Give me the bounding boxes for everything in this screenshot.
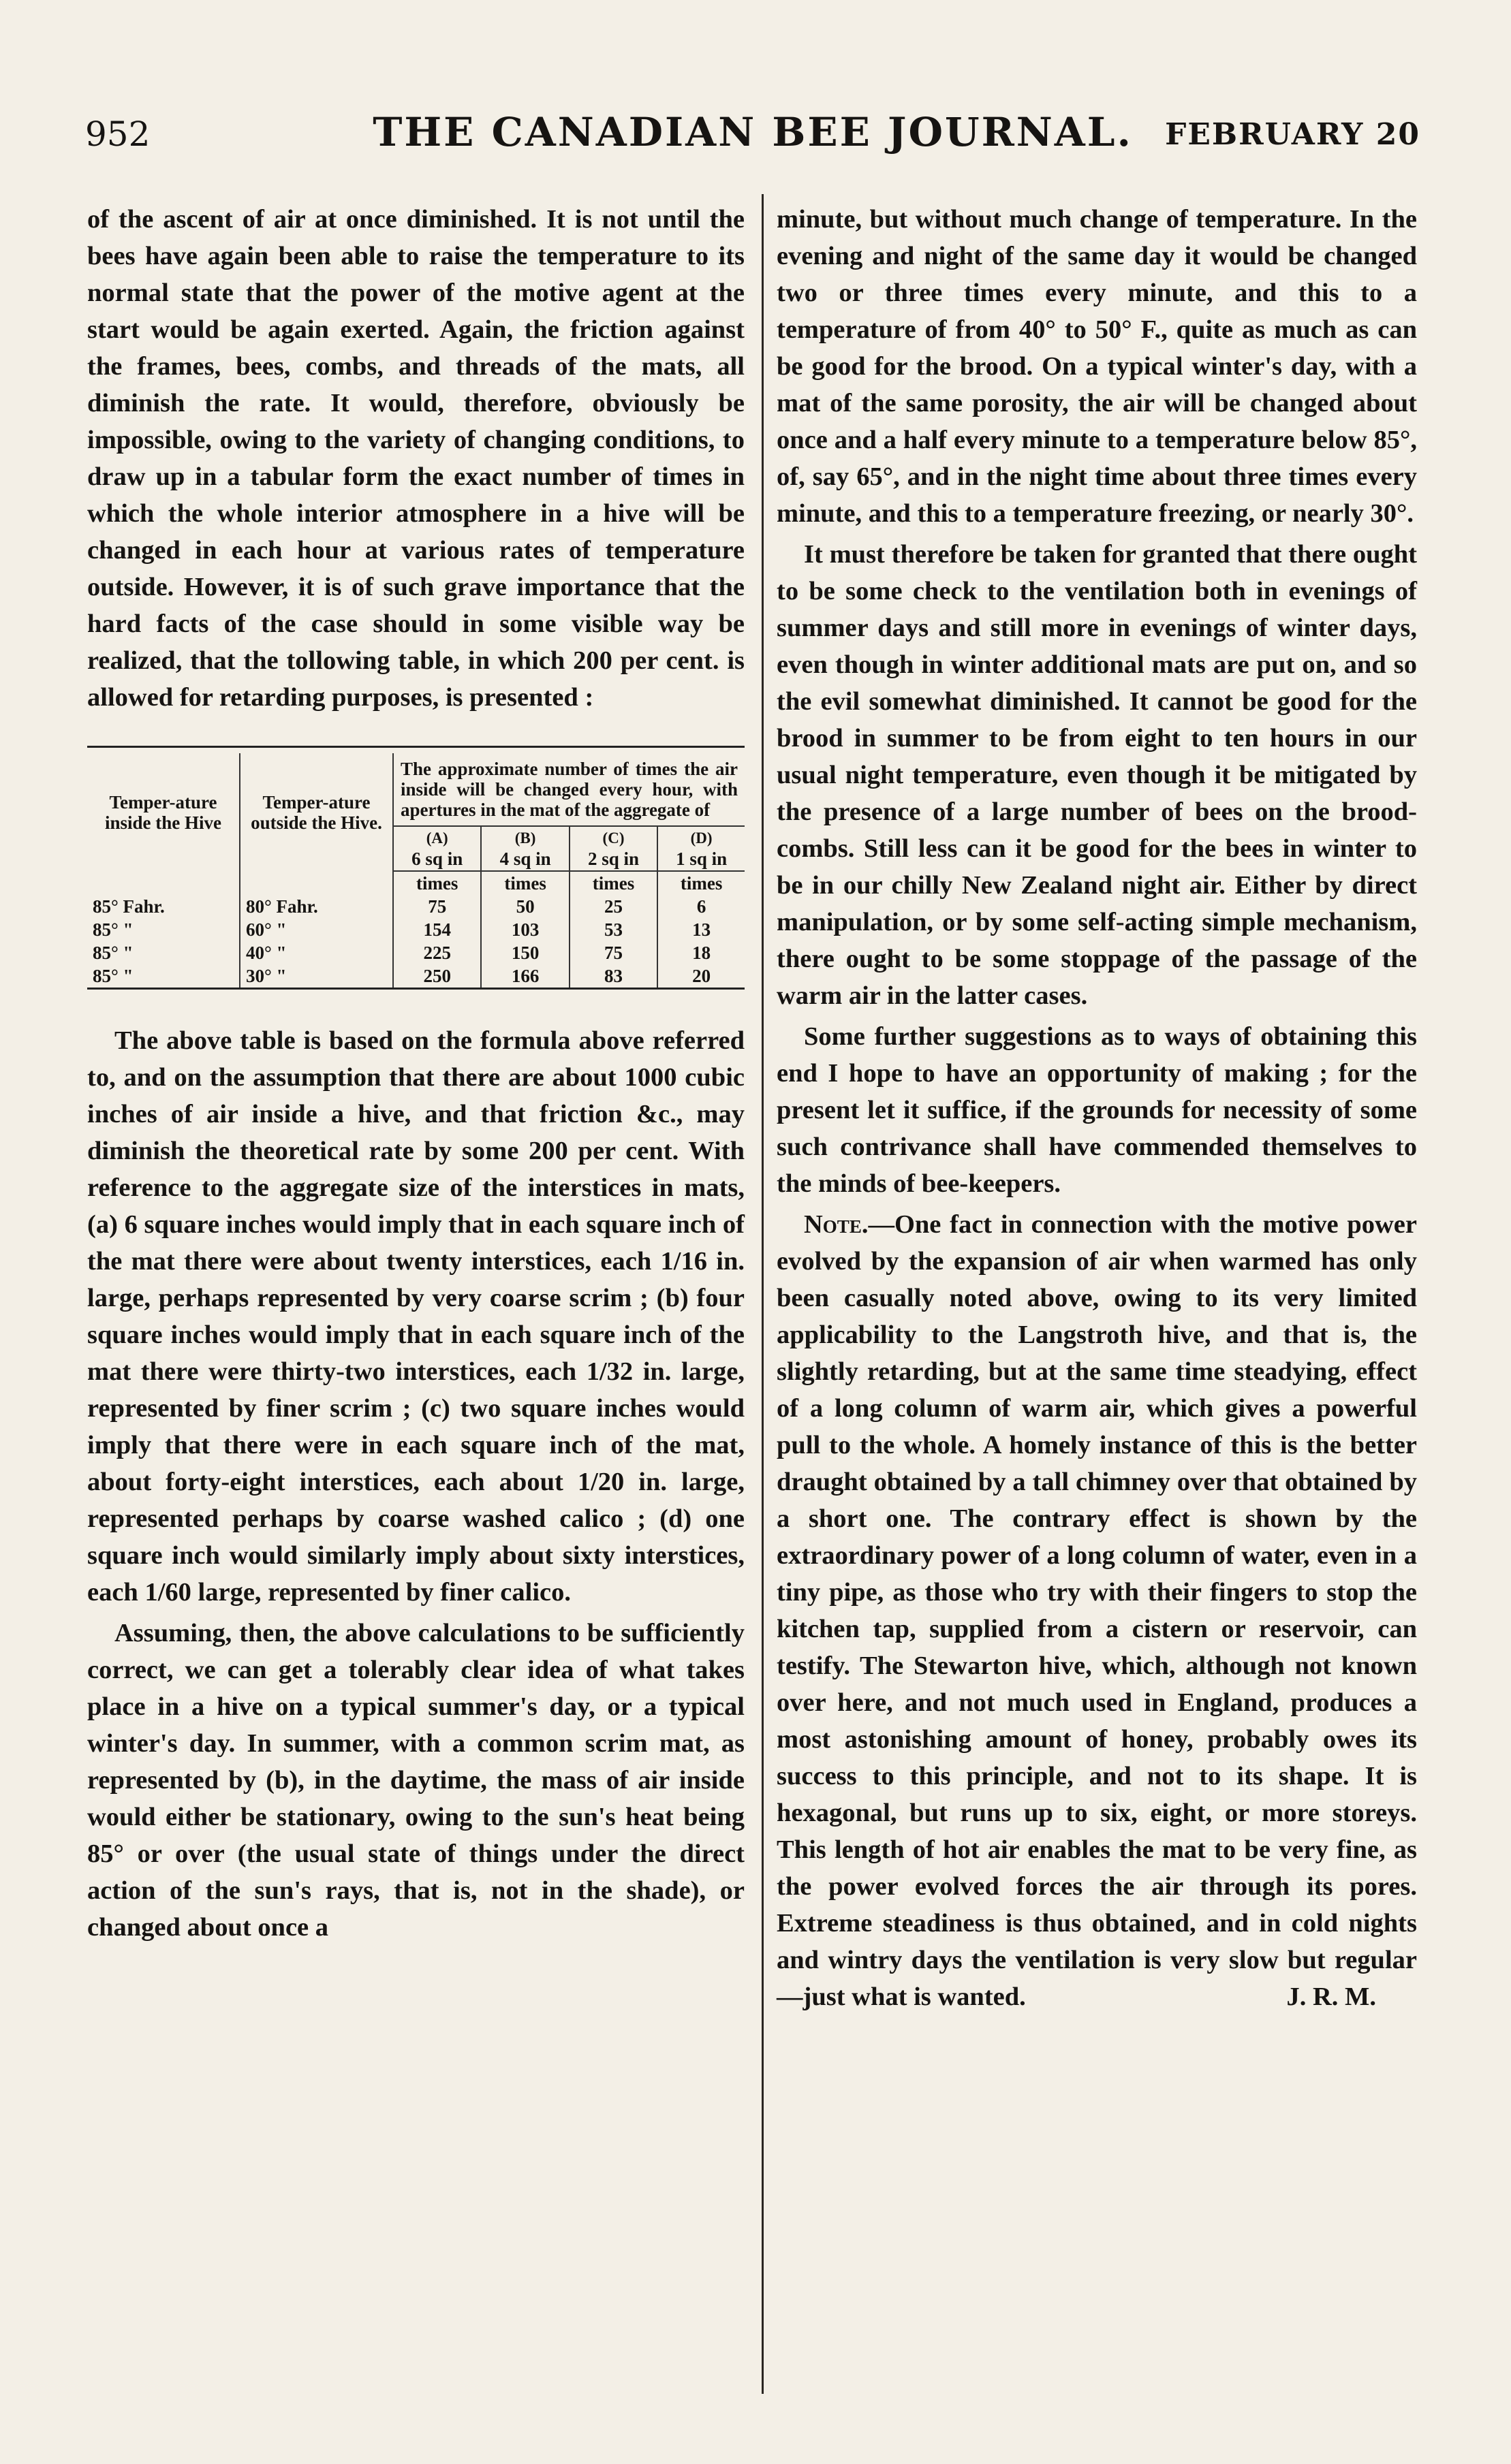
table-row: 85° " 30° " 250 166 83 20 bbox=[87, 964, 745, 989]
page-number: 952 bbox=[85, 114, 151, 154]
subheader-b: (B) 4 sq in bbox=[481, 826, 569, 871]
unit-label-a: times bbox=[393, 871, 481, 895]
table-row: 85° Fahr. 80° Fahr. 75 50 25 6 bbox=[87, 895, 745, 918]
left-paragraph-1: of the ascent of air at once diminished. It is not until the bees have again been able to raise the temperature to its normal state that the power of the motive agent at the start would be again exerted. Again, the friction against the frames, bees, combs, and threads of the mats, all diminish the rate. It would, therefore, obviously be impossible, owing to the variety of changing conditions, to draw up in a tabular form the exact number of times in which the whole interior atmosphere in a hive will be changed in each hour at various rates of temperature outside. However, it is of such grave importance that the hard facts of the case should in some visible way be realized, that the tollowing table, in which 200 per cent. is allowed for retarding purposes, is presented : bbox=[87, 205, 745, 712]
note-label: Note. bbox=[804, 1210, 869, 1239]
header-group-description: The approximate number of times the air inside will be changed every hour, with apertures in the mat of the aggregate of bbox=[393, 753, 745, 826]
ventilation-table bbox=[87, 746, 745, 992]
journal-title: THE CANADIAN BEE JOURNAL. bbox=[373, 109, 1133, 155]
unit-label-d: times bbox=[657, 871, 745, 895]
unit-label-c: times bbox=[570, 871, 657, 895]
unit-label-b: times bbox=[481, 871, 569, 895]
subheader-c: (C) 2 sq in bbox=[570, 826, 657, 871]
table-row: 85° " 60° " 154 103 53 13 bbox=[87, 918, 745, 941]
left-paragraph-3: Assuming, then, the above calculations to be sufficiently correct, we can get a tolerably clear idea of what takes place in a hive on a typical summer's day, or a typical winter's day. In summer, with a common scrim mat, as represented by (b), in the daytime, the mass of air inside would either be stationary, owing to the sun's heat being 85° or over (the usual state of things under the direct action of the sun's rays, that is, not in the shade), or changed about once a bbox=[87, 1619, 745, 1942]
left-column bbox=[87, 201, 745, 1946]
page-header bbox=[85, 109, 1420, 170]
right-paragraph-2: It must therefore be taken for granted that there ought to be some check to the ventilation both in evenings of summer days and still more in evenings of winter days, even though in winter additional mats are put on, and so the evil somewhat diminished. It cannot be good for the brood in summer to be from eight to ten hours in our usual night temperature, even though it be mitigated by the presence of a large number of bees on the brood-combs. Still less can it be good for the bees in winter to be in our chilly New Zealand night air. Either by direct manipulation, or by some self-acting simple mechanism, there ought to be some stoppage of the passage of the warm air in the latter cases. bbox=[777, 540, 1417, 1010]
table-row: 85° " 40° " 225 150 75 18 bbox=[87, 941, 745, 964]
column-divider bbox=[762, 194, 764, 2394]
table-header-row bbox=[87, 753, 745, 826]
right-paragraph-1: minute, but without much change of temperature. In the evening and night of the same day it would be changed two or three times every minute, and this to a temperature of from 40° to 50° F., quite as much as can be good for the brood. On a typical winter's day, with a mat of the same porosity, the air will be changed about once and a half every minute to a temperature below 85°, of, say 65°, and in the night time about three times every minute, and this to a temperature freezing, or nearly 30°. bbox=[777, 205, 1417, 528]
note-paragraph bbox=[777, 1206, 1417, 2015]
table-unit-row bbox=[87, 871, 745, 895]
left-paragraph-2: The above table is based on the formula above referred to, and on the assumption that there are about 1000 cubic inches of air inside a hive, and that friction &c., may diminish the theoretical rate by some 200 per cent. With reference to the aggregate size of the interstices in mats, (a) 6 square inches would imply that in each square inch of the mat there were about twenty interstices, each 1/16 in. large, perhaps represented by very coarse scrim ; (b) four square inches would imply that in each square inch of the mat there were thirty-two interstices, each 1/32 in. large, represented by finer scrim ; (c) two square inches would imply that there were in each square inch of the mat, about forty-eight interstices, each about 1/20 in. large, represented perhaps by coarse washed calico ; (d) one square inch would similarly imply about sixty interstices, each 1/60 large, represented by finer calico. bbox=[87, 1026, 745, 1607]
right-column bbox=[777, 201, 1417, 2015]
author-signature: J. R. M. bbox=[1286, 1983, 1376, 2011]
right-paragraph-3: Some further suggestions as to ways of obtaining this end I hope to have an opportunity of making ; for the present let it suffice, if the grounds for necessity of some such contrivance shall have commended themselves to the minds of bee-keepers. bbox=[777, 1022, 1417, 1198]
header-inside-temp: Temper-ature inside the Hive bbox=[104, 791, 221, 833]
subheader-d: (D) 1 sq in bbox=[657, 826, 745, 871]
issue-date: FEBRUARY 20 bbox=[1165, 117, 1420, 152]
subheader-a: (A) 6 sq in bbox=[393, 826, 481, 871]
ventilation-table-wrapper bbox=[87, 746, 745, 992]
header-outside-temp: Temper-ature outside the Hive. bbox=[240, 753, 393, 871]
note-text: —One fact in connection with the motive power evolved by the expansion of air when warmed has only been casually noted above, owing to its very limited applicability to the Langstroth hive, and that is, the slightly retarding, but at the same time steadying, effect of a long column of warm air, which gives a powerful pull to the whole. A homely instance of this is the better draught obtained by a tall chimney over that obtained by a short one. The contrary effect is shown by the extraordinary power of a long column of water, even in a tiny pipe, as those who try with their fingers to stop the kitchen tap, supplied from a cistern or reservoir, can testify. The Stewarton hive, which, although not known over here, and not much used in England, produces a most astonishing amount of honey, probably owes its success to this principle, and not to its shape. It is hexagonal, but runs up to six, eight, or more storeys. This length of hot air enables the mat to be very fine, as the power evolved forces the air through its pores. Extreme steadiness is thus obtained, and in cold nights and wintry days the ventilation is very slow but regular—just what is wanted. bbox=[777, 1210, 1417, 2011]
